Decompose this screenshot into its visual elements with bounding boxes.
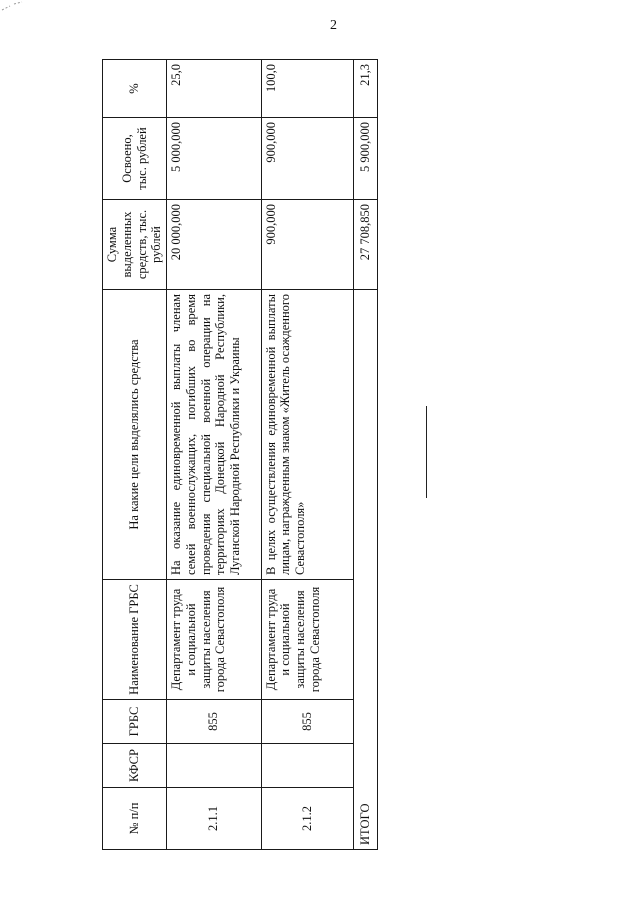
cell-percent: 25,0 bbox=[167, 60, 262, 118]
table-row bbox=[261, 60, 354, 850]
header-allocated: Сумма выделенных средств, тыс. рублей bbox=[103, 200, 167, 290]
cell-spent: 900,000 bbox=[261, 118, 354, 200]
cell-grbs-name: Департамент труда и социальной защиты населения города Севастополя bbox=[167, 580, 262, 700]
total-spent: 5 900,000 bbox=[354, 118, 378, 200]
cell-num: 2.1.2 bbox=[261, 788, 354, 850]
funds-table bbox=[102, 59, 378, 850]
page-number: 2 bbox=[330, 18, 337, 33]
header-goal: На какие цели выделялись средства bbox=[103, 290, 167, 580]
cell-percent: 100,0 bbox=[261, 60, 354, 118]
rotated-table-wrapper bbox=[102, 60, 378, 850]
cell-goal: На оказание единовременной выплаты членам семей военнослужащих, погибших во время проведения специальной военной операции на территориях Донецкой Народной Республики, Луганской Народной Республики и Украины bbox=[167, 290, 262, 580]
table-header-row bbox=[103, 60, 167, 850]
cell-kfsr bbox=[261, 744, 354, 788]
total-percent: 21,3 bbox=[354, 60, 378, 118]
cell-grbs-name: Департамент труда и социальной защиты населения города Севастополя bbox=[261, 580, 354, 700]
header-grbs: ГРБС bbox=[103, 700, 167, 744]
cell-spent: 5 000,000 bbox=[167, 118, 262, 200]
cell-num: 2.1.1 bbox=[167, 788, 262, 850]
header-num: № п/п bbox=[103, 788, 167, 850]
header-spent: Освоено, тыс. рублей bbox=[103, 118, 167, 200]
cell-grbs: 855 bbox=[167, 700, 262, 744]
cell-goal: В целях осуществления единовременной выплаты лицам, награжденным знаком «Житель осажденного Севастополя» bbox=[261, 290, 354, 580]
table-row bbox=[167, 60, 262, 850]
total-row bbox=[354, 60, 378, 850]
cell-kfsr bbox=[167, 744, 262, 788]
header-kfsr: КФСР bbox=[103, 744, 167, 788]
cell-grbs: 855 bbox=[261, 700, 354, 744]
separator-line bbox=[426, 406, 427, 498]
total-allocated: 27 708,850 bbox=[354, 200, 378, 290]
scan-speck-mark bbox=[0, 0, 40, 14]
cell-allocated: 900,000 bbox=[261, 200, 354, 290]
header-grbs-name: Наименование ГРБС bbox=[103, 580, 167, 700]
total-label: ИТОГО bbox=[354, 290, 378, 850]
cell-allocated: 20 000,000 bbox=[167, 200, 262, 290]
header-percent: % bbox=[103, 60, 167, 118]
